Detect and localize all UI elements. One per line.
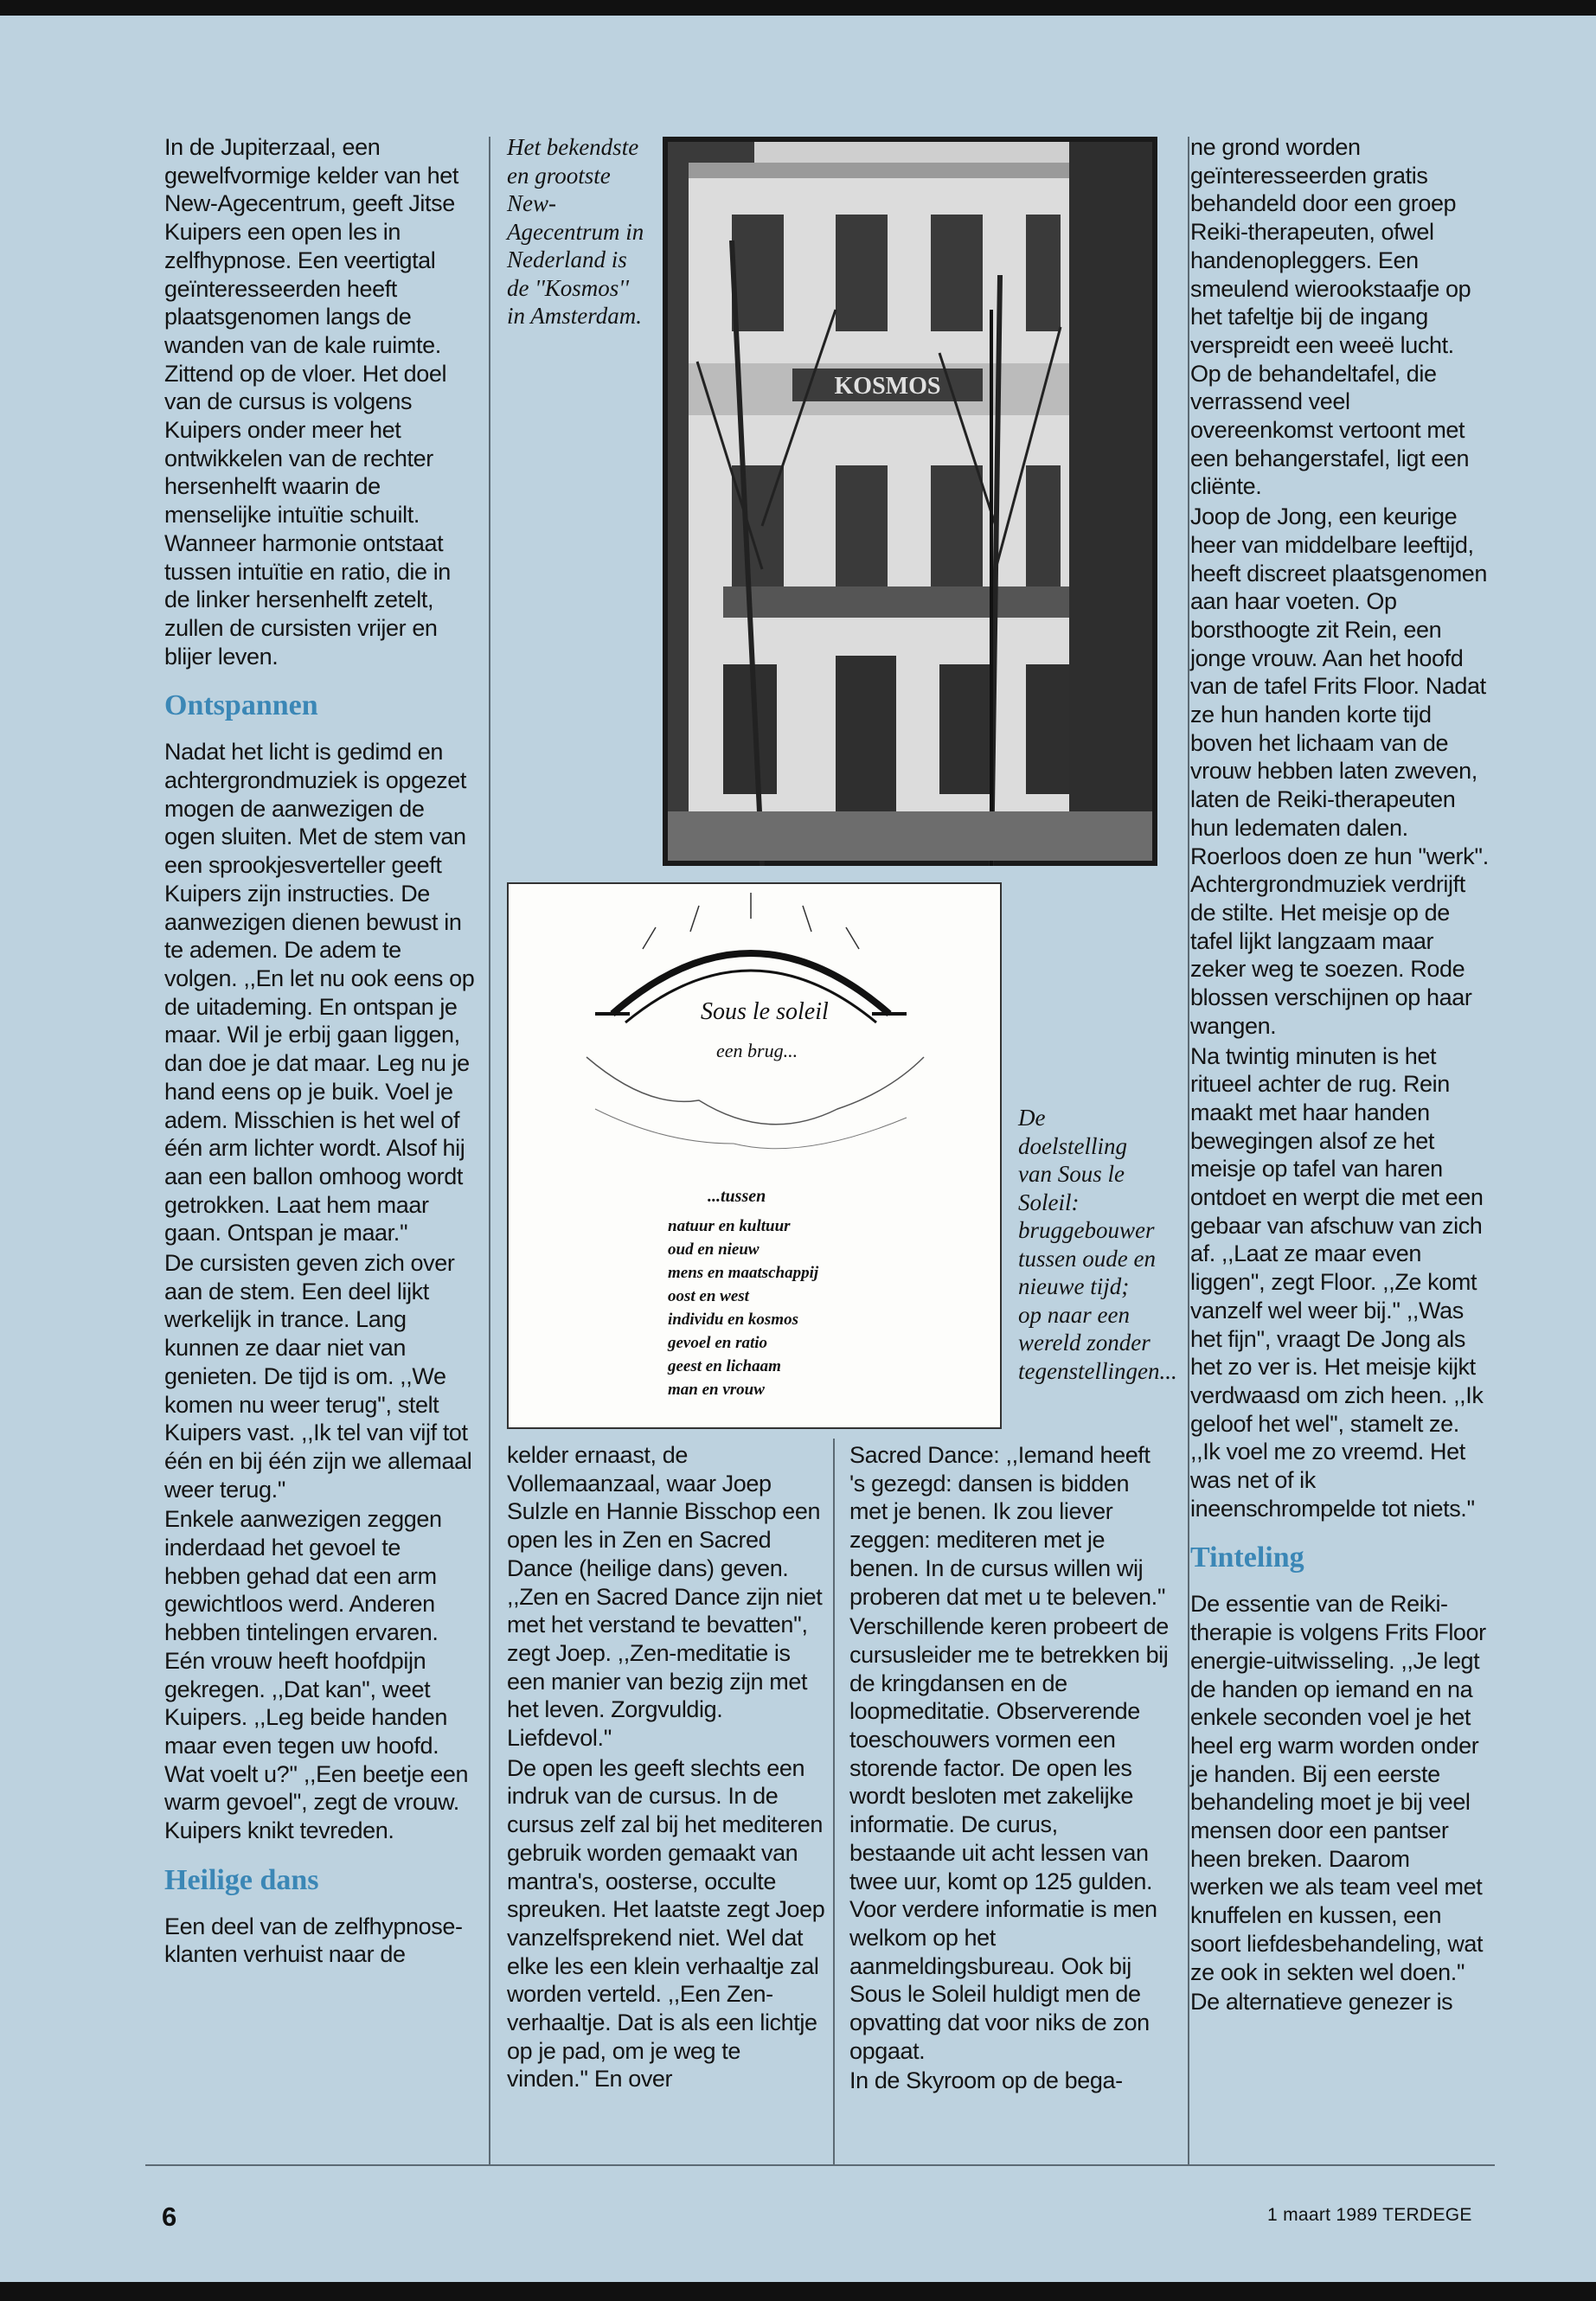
body-paragraph: De cursisten geven zich over aan de stem. Een deel lijkt werkelijk in trance. Lang kunnen ze daar niet van genieten. De tijd is om. ,,We komen nu weer terug'', stelt Kuipers vast. ,,Ik tel van vijf tot één en bij één zijn we allemaal weer terug.'' bbox=[164, 1250, 472, 1503]
illustration-pair: geest en lichaam bbox=[668, 1357, 781, 1375]
article-column-1 bbox=[164, 133, 478, 1969]
body-paragraph: Sacred Dance: ,,Iemand heeft 's gezegd: dansen is bidden met je benen. Ik zou liever zeggen: mediteren met je benen. In de cursus willen wij proberen dat met u te beleven.'' bbox=[849, 1442, 1166, 1610]
body-paragraph: ne grond worden geïnteresseerden gratis behandeld door een groep Reiki-therapeuten, ofwel handenopleggers. Een smeulend wierookstaafje op het tafeltje bij de ingang verspreidt een weeë lucht. Op de behandeltafel, die verrassend veel overeenkomst vertoont met een behangerstafel, ligt een cliënte. bbox=[1190, 134, 1471, 500]
kosmos-building-photo bbox=[663, 137, 1157, 866]
subheading-tinteling: Tinteling bbox=[1190, 1541, 1304, 1574]
body-paragraph: De essentie van de Reiki-therapie is volgens Frits Floor energie-uitwisseling. ,,Je legt de handen op iemand en na enkele seconden voel je het heel erg warm worden onder je handen. Bij een eerste behandeling moet je bij veel mensen door een pantser heen breken. Daarom werken we als team veel met knuffelen en kussen, een soort liefdesbehandeling, wat ze ook in sekten wel doen.'' bbox=[1190, 1591, 1486, 1985]
column-rule bbox=[833, 1439, 835, 2165]
body-paragraph: In de Skyroom op de bega- bbox=[849, 2067, 1123, 2094]
body-paragraph: De alternatieve genezer is bbox=[1190, 1989, 1453, 2016]
body-paragraph: Na twintig minuten is het ritueel achter de rug. Rein maakt met haar handen bewegingen alsof ze het meisje op tafel van haren ontdoet en werpt die met een gebaar van afschuw van zich af. ,,Laat ze maar even liggen'', zegt Floor. ,,Ze komt vanzelf wel weer bij.'' ,,Was het fijn'', vraagt De Jong als het zo ver is. Het meisje kijkt verdwaasd om zich heen. ,,Ik geloof het wel'', stamelt ze. ,,Ik voel me zo vreemd. Het was net of ik ineenschrompelde tot niets.'' bbox=[1190, 1042, 1484, 1522]
illustration-pair: mens en maatschappij bbox=[668, 1264, 819, 1282]
body-paragraph: Joop de Jong, een keurige heer van middelbare leeftijd, heeft discreet plaatsgenomen aan haar voeten. Op borsthoogte zit Rein, een jonge vrouw. Aan het hoofd van de tafel Frits Floor. Nadat ze hun handen korte tijd boven het lichaam van de vrouw hebben laten zweven, laten de Reiki-therapeuten hun ledematen dalen. Roerloos doen ze hun ''werk''. Achtergrondmuziek verdrijft de stilte. Het meisje op de tafel lijkt langzaam maar zeker weg te soezen. Rode blossen verschijnen op haar wangen. bbox=[1190, 503, 1489, 1039]
illustration-subtitle: een brug... bbox=[716, 1040, 798, 1061]
page-number: 6 bbox=[162, 2202, 177, 2232]
illustration-pair: natuur en kultuur bbox=[668, 1217, 791, 1235]
article-column-4 bbox=[1190, 133, 1489, 2016]
illustration-pair: individu en kosmos bbox=[668, 1311, 798, 1329]
illustration-pair: man en vrouw bbox=[668, 1381, 765, 1399]
article-column-2 bbox=[507, 1441, 825, 2093]
illustration-pair: oud en nieuw bbox=[668, 1240, 760, 1259]
illustration-pair: gevoel en ratio bbox=[668, 1334, 768, 1352]
illustration-pair: oost en west bbox=[668, 1287, 749, 1305]
issue-line: 1 maart 1989 TERDEGE bbox=[1267, 2205, 1472, 2225]
illustration-list bbox=[668, 1215, 818, 1401]
facade-sign-text: KOSMOS bbox=[834, 373, 941, 400]
body-paragraph: Een deel van de zelfhypnose-klanten verhuist naar de bbox=[164, 1913, 463, 1968]
body-paragraph: Verschillende keren probeert de cursusleider me te betrekken bij de kringdansen en de loopmeditatie. Observerende toeschouwers vormen een storende factor. De open les wordt besloten met zakelijke informatie. De curus, bestaande uit acht lessen van twee uur, komt op 125 gulden. Voor verdere informatie is men welkom op het aanmeldingsbureau. Ook bij Sous le Soleil huldigt men de opvatting dat voor niks de zon opgaat. bbox=[849, 1613, 1169, 2064]
illustration-title: Sous le soleil bbox=[701, 998, 829, 1025]
body-paragraph: kelder ernaast, de Vollemaanzaal, waar Joep Sulzle en Hannie Bisschop een open les in Zen en Sacred Dance (heilige dans) geven. ,,Zen en Sacred Dance zijn niet met het verstand te bevatten'', zegt Joep. ,,Zen-meditatie is een manier van bezig zijn met het leven. Zorgvuldig. Liefdevol.'' bbox=[507, 1442, 823, 1752]
column-rule bbox=[1188, 137, 1189, 2165]
sous-le-soleil-illustration bbox=[507, 882, 1002, 1429]
body-paragraph: De open les geeft slechts een indruk van de cursus. In de cursus zelf zal bij het mediteren gebruik worden gemaakt van mantra's, oosterse, occulte spreuken. Het laatste zegt Joep vanzelfsprekend niet. Wel dat elke les een klein verhaaltje zal worden verteld. ,,Een Zen-verhaaltje. Dat is als een lichtje op je pad, om je weg te vinden.'' En over bbox=[507, 1754, 825, 2093]
magazine-page bbox=[0, 16, 1596, 2282]
body-paragraph: Nadat het licht is gedimd en achtergrondmuziek is opgezet mogen de aanwezigen de ogen sluiten. Met de stem van een sprookjesverteller geeft Kuipers zijn instructies. De aanwezigen dienen bewust in te ademen. De adem te volgen. ,,En let nu ook eens op de uitademing. En ontspan je maar. Wil je erbij gaan liggen, dan doe je dat maar. Leg nu je hand eens op je buik. Voel je adem. Misschien is het wel of één arm lichter wordt. Alsof hij aan een ballon omhoog wordt getrokken. Laat hem maar gaan. Ontspan je maar.'' bbox=[164, 739, 475, 1247]
subheading-heilige-dans: Heilige dans bbox=[164, 1863, 319, 1896]
bottom-rule bbox=[145, 2164, 1495, 2166]
illustration-between: ...tussen bbox=[708, 1187, 766, 1206]
body-paragraph: Enkele aanwezigen zeggen inderdaad het gevoel te hebben gehad dat een arm gewichtloos werd. Anderen hebben tintelingen ervaren. Eén vrouw heeft hoofdpijn gekregen. ,,Dat kan'', weet Kuipers. ,,Leg beide handen maar even tegen uw hoofd. Wat voelt u?'' ,,Een beetje een warm gevoel'', zegt de vrouw. Kuipers knikt tevreden. bbox=[164, 1506, 469, 1844]
article-column-3 bbox=[849, 1441, 1170, 2095]
photo-caption: Het bekendste en grootste New-Agecentrum in Nederland is de ''Kosmos'' in Amsterdam. bbox=[507, 134, 644, 329]
intro-paragraph: In de Jupiterzaal, een gewelfvormige kelder van het New-Agecentrum, geeft Jitse Kuipers een open les in zelfhypnose. Een veertigtal geïnteresseerden heeft plaatsgenomen langs de wanden van de kale ruimte. Zittend op de vloer. Het doel van de cursus is volgens Kuipers onder meer het ontwikkelen van de rechter hersenhelft waarin de menselijke intuïtie schuilt. Wanneer harmonie ontstaat tussen intuïtie en ratio, die in de linker hersenhelft zetelt, zullen de cursisten vrijer en blijer leven. bbox=[164, 134, 458, 670]
column-rule bbox=[489, 137, 490, 2165]
subheading-ontspannen: Ontspannen bbox=[164, 689, 318, 722]
illustration-caption: De doelstelling van Sous le Soleil: bruggebouwer tussen oude en nieuwe tijd; op naar een wereld zonder tegenstellingen... bbox=[1018, 1105, 1177, 1384]
